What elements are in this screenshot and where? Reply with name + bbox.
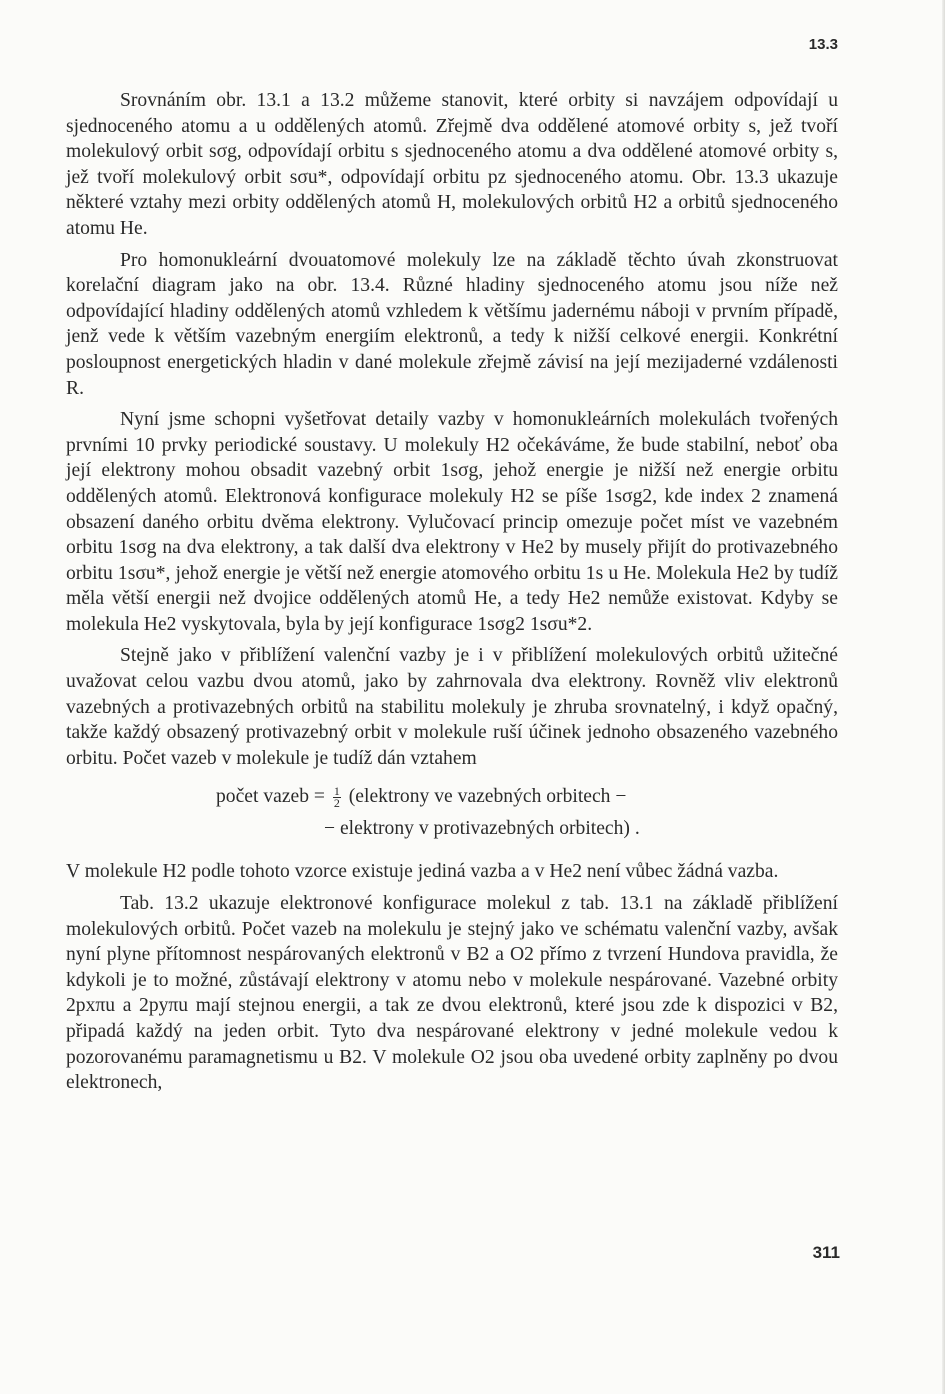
formula-line-2: − elektrony v protivazebných orbitech) . [324,818,640,840]
paragraph-3: Nyní jsme schopni vyšetřovat detaily vazby v homonukleárních molekulách tvořených prvními 10 prvky periodické soustavy. U molekuly H2 očekáváme, že bude stabilní, neboť oba její elektrony mohou obsadit vazebný orbit 1sσg, jehož energie je nižší než energie orbitu oddělených atomů. Elektronová konfigurace molekuly H2 se píše 1sσg2, kde index 2 znamená obsazení daného orbitu dvěma elektrony. Vylučovací princip omezuje počet míst ve vazebném orbitu 1sσg na dva elektrony, a tak další dva elektrony v He2 by musely přijít do protivazebného orbitu 1sσu*, jehož energie je větší než energie atomového orbitu 1s u He. Molekula He2 by tudíž měla větší energii než dvojice oddělených atomů He, a tedy He2 nemůže existovat. Kdyby se molekula He2 vyskytovala, byla by její konfigurace 1sσg2 1sσu*2. [66,409,838,635]
book-page [66,0,846,1394]
paragraph-1: Srovnáním obr. 13.1 a 13.2 můžeme stanovit, které orbity si navzájem odpovídají u sjednoceného atomu a u oddělených atomů. Zřejmě dva oddělené atomové orbity s, jež tvoří molekulový orbit sσg, odpovídají orbitu s sjednoceného atomu a dva oddělené atomové orbity s, jež tvoří molekulový orbit sσu*, odpovídají orbitu pz sjednoceného atomu. Obr. 13.3 ukazuje některé vztahy mezi orbity oddělených atomů H, molekulových orbitů H2 a orbitů sjednoceného atomu He. [66,90,838,239]
formula-line-1-rest: (elektrony ve vazebných orbitech − [348,786,627,808]
formula-fraction [333,786,341,809]
paragraph-4: Stejně jako v přiblížení valenční vazby je i v přiblížení molekulových orbitů užitečné uvažovat celou vazbu dvou atomů, jako by zahrnovala dva elektrony. Rovněž vliv elektronů vazebných a protivazebných orbitů na stabilitu molekuly je zhruba srovnatelný, i když opačný, takže každý obsazený protivazebný orbit v molekule ruší účinek jednoho obsazeného vazebného orbitu. Počet vazeb v molekule je tudíž dán vztahem [66,645,838,769]
body-text [66,88,838,1102]
running-header-section: 13.3 [808,36,838,53]
fraction-denominator: 2 [333,796,340,811]
paragraph-2: Pro homonukleární dvouatomové molekuly lze na základě těchto úvah zkonstruovat korelační diagram jako na obr. 13.4. Různé hladiny sjednoceného atomu jsou níže než odpovídající hladiny oddělených atomů vzhledem k většímu jadernému náboji v prvním případě, jenž vede k větším vazebným energiím elektronů, a tedy k nižší celkové energii. Konkrétní posloupnost energetických hladin v dané molekule zřejmě závisí na její mezijaderné vzdálenosti R. [66,249,838,399]
paragraph-6: Tab. 13.2 ukazuje elektronové konfigurace molekul z tab. 13.1 na základě přiblížení molekulových orbitů. Počet vazeb na molekulu je stejný jako ve schématu valenční vazby, avšak nyní plyne přítomnost nespárovaných elektronů v B2 a O2 přímo z tvrzení Hundova pravidla, že kdykoli je to možné, zůstávají elektrony v atomu nebo v molekule nespárované. Vazebné orbity 2pxπu a 2pyπu mají stejnou energii, a tak ze dvou elektronů, které jsou zde k dispozici v B2, připadá každý na jeden orbit. Tyto dva nespárované elektrony v jedné molekule vedou k pozorovanému paramagnetismu u B2. V molekule O2 jsou oba uvedené orbity zaplněny po dvou elektronech, [66,893,838,1094]
page-number: 311 [812,1243,840,1262]
fraction-numerator: 1 [333,784,340,799]
paragraph-5: V molekule H2 podle tohoto vzorce existuje jediná vazba a v He2 není vůbec žádná vazba. [66,861,779,883]
formula-lhs: počet vazeb = [216,786,325,808]
formula-line-1 [216,781,838,813]
bond-count-formula [216,781,838,845]
